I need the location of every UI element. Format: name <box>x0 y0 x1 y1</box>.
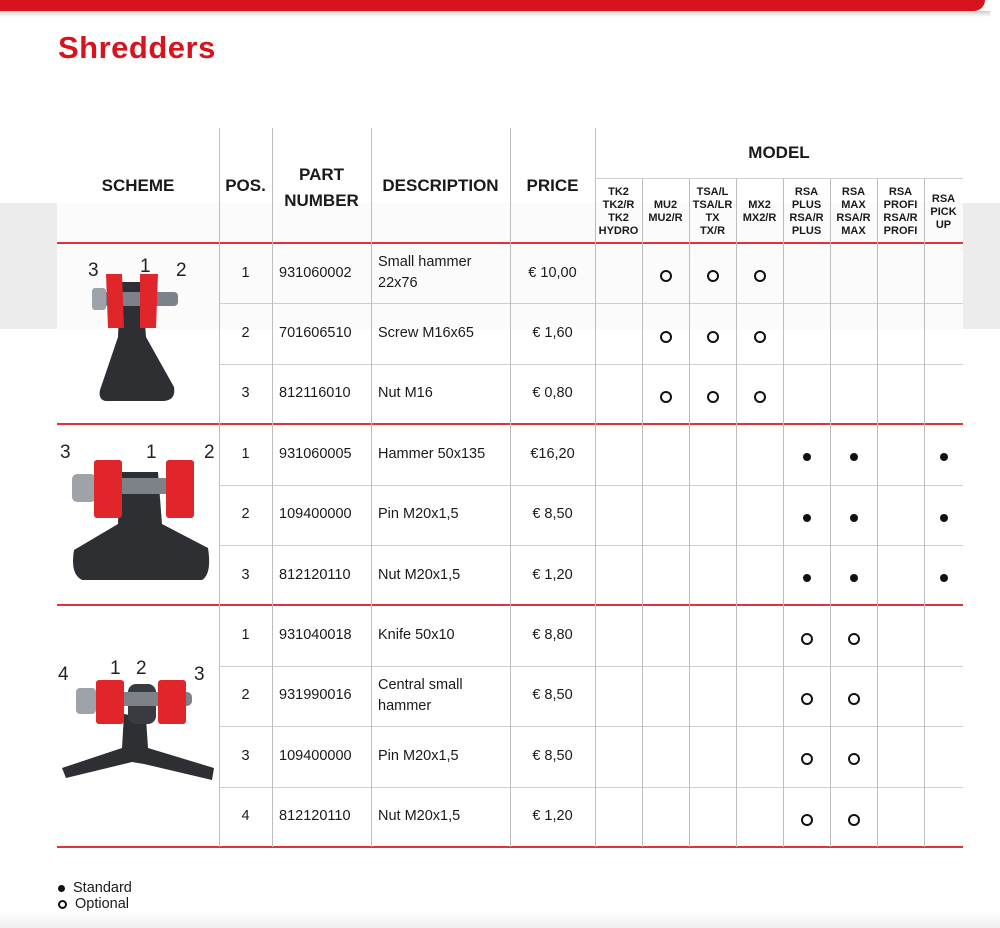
optional-mark-icon <box>844 629 864 649</box>
optional-circle <box>848 633 860 645</box>
spacer-right-shape <box>140 274 158 328</box>
standard-dot <box>850 514 858 522</box>
model-column-divider <box>736 178 737 847</box>
model-column-divider <box>689 178 690 847</box>
nut-shape <box>76 688 96 714</box>
header-price: PRICE <box>526 175 579 195</box>
description-cell: Nut M20x1,5 <box>378 566 461 583</box>
description-cell: Pin M20x1,5 <box>378 506 459 523</box>
description-cell: Pin M20x1,5 <box>378 747 459 764</box>
part-number-cell: 109400000 <box>279 747 352 764</box>
model-column-divider <box>877 178 878 847</box>
part-number-cell: 931990016 <box>279 687 352 704</box>
model-column-divider <box>924 178 925 847</box>
optional-mark-icon <box>797 749 817 769</box>
model-column-divider <box>642 178 643 847</box>
optional-circle <box>848 693 860 705</box>
callout-4: 4 <box>58 664 69 685</box>
optional-mark-icon <box>750 327 770 347</box>
column-divider <box>595 128 596 847</box>
model-header-mu2: MU2 MU2/R <box>648 199 683 224</box>
standard-dot <box>940 574 948 582</box>
callout-3: 3 <box>60 442 71 463</box>
price-cell: € 1,20 <box>532 808 573 825</box>
model-header-rsa-max: RSA MAX RSA/R MAX <box>836 186 871 237</box>
optional-circle <box>707 270 719 282</box>
nut-shape <box>92 288 106 310</box>
optional-mark-icon <box>656 387 676 407</box>
price-cell: € 8,50 <box>532 506 573 523</box>
optional-circle <box>848 753 860 765</box>
standard-dot <box>803 514 811 522</box>
price-cell: € 1,60 <box>532 325 573 342</box>
nut-shape <box>72 474 96 502</box>
callout-1: 1 <box>146 442 157 463</box>
legend-standard <box>58 880 132 896</box>
optional-circle <box>801 814 813 826</box>
callout-1: 1 <box>110 658 121 679</box>
description-cell: Nut M20x1,5 <box>378 808 461 825</box>
optional-circle <box>707 331 719 343</box>
optional-mark-icon <box>703 266 723 286</box>
optional-mark-icon <box>656 327 676 347</box>
description-cell: Screw M16x65 <box>378 325 474 342</box>
price-cell: € 10,00 <box>528 264 577 281</box>
optional-mark-icon <box>844 810 864 830</box>
optional-circle <box>754 270 766 282</box>
standard-mark-icon <box>797 568 817 588</box>
standard-dot-icon <box>58 885 65 892</box>
model-header-rsa-pickup: RSA PICK UP <box>930 192 957 231</box>
standard-dot <box>940 453 948 461</box>
optional-circle-icon <box>58 900 67 909</box>
optional-circle <box>801 633 813 645</box>
standard-dot <box>803 574 811 582</box>
model-header-mx2: MX2 MX2/R <box>742 199 777 224</box>
optional-mark-icon <box>797 810 817 830</box>
page-title: Shredders <box>58 30 216 65</box>
description-cell: Small hammer 22x76 <box>378 254 472 292</box>
bottom-fade <box>0 912 1000 928</box>
pos-cell: 1 <box>241 627 250 644</box>
price-cell: € 8,50 <box>532 747 573 764</box>
description-cell: Nut M16 <box>378 385 433 402</box>
header-description: DESCRIPTION <box>382 175 499 195</box>
model-divider <box>595 178 963 179</box>
standard-dot <box>940 514 948 522</box>
pos-cell: 3 <box>241 747 250 764</box>
part-number-cell: 931060005 <box>279 445 352 462</box>
callout-2: 2 <box>136 658 147 679</box>
standard-dot <box>850 453 858 461</box>
standard-mark-icon <box>934 447 954 467</box>
standard-mark-icon <box>797 508 817 528</box>
part-number-cell: 812120110 <box>279 808 351 825</box>
price-cell: € 8,80 <box>532 627 573 644</box>
optional-circle <box>707 391 719 403</box>
part-number-cell: 812120110 <box>279 566 351 583</box>
description-cell: Central small hammer <box>378 676 463 714</box>
optional-circle <box>660 391 672 403</box>
pos-cell: 3 <box>241 385 250 402</box>
spacer-right-shape <box>166 460 194 518</box>
optional-mark-icon <box>750 266 770 286</box>
callout-3: 3 <box>88 260 99 281</box>
model-column-divider <box>830 178 831 847</box>
callout-2: 2 <box>176 260 187 281</box>
optional-mark-icon <box>750 387 770 407</box>
part-number-cell: 931040018 <box>279 627 352 644</box>
scheme-small-hammer <box>62 252 212 407</box>
pos-cell: 1 <box>241 264 250 281</box>
price-cell: €16,20 <box>530 445 575 462</box>
part-number-cell: 931060002 <box>279 264 352 281</box>
description-cell: Knife 50x10 <box>378 627 455 644</box>
callout-3: 3 <box>194 664 205 685</box>
pos-cell: 3 <box>241 566 250 583</box>
optional-mark-icon <box>656 266 676 286</box>
part-number-cell: 109400000 <box>279 506 352 523</box>
spacer-left-shape <box>96 680 124 724</box>
description-cell: Hammer 50x135 <box>378 445 486 462</box>
optional-circle <box>660 331 672 343</box>
callout-1: 1 <box>140 256 151 277</box>
optional-circle <box>801 693 813 705</box>
model-header-rsa-profi: RSA PROFI RSA/R PROFI <box>883 186 918 237</box>
standard-mark-icon <box>934 508 954 528</box>
scheme-hammer <box>58 438 216 588</box>
spacer-left-shape <box>106 274 124 328</box>
optional-mark-icon <box>797 689 817 709</box>
model-column-divider <box>783 178 784 847</box>
standard-mark-icon <box>934 568 954 588</box>
optional-mark-icon <box>797 629 817 649</box>
pos-cell: 2 <box>241 325 250 342</box>
pos-cell: 1 <box>241 445 250 462</box>
standard-mark-icon <box>844 447 864 467</box>
standard-mark-icon <box>797 447 817 467</box>
header-scheme: SCHEME <box>101 175 175 195</box>
header-part-number: PART NUMBER <box>284 164 359 210</box>
spacer-left-shape <box>94 460 122 518</box>
price-cell: € 1,20 <box>532 566 573 583</box>
top-bar-shadow <box>0 11 990 17</box>
standard-dot <box>803 453 811 461</box>
top-accent-bar <box>0 0 985 11</box>
model-header-tk2: TK2 TK2/R TK2 HYDRO <box>598 186 639 237</box>
optional-circle <box>754 331 766 343</box>
optional-circle <box>848 814 860 826</box>
price-cell: € 8,50 <box>532 687 573 704</box>
pos-cell: 2 <box>241 506 250 523</box>
standard-mark-icon <box>844 508 864 528</box>
callout-2: 2 <box>204 442 215 463</box>
standard-mark-icon <box>844 568 864 588</box>
optional-mark-icon <box>844 689 864 709</box>
optional-circle <box>660 270 672 282</box>
part-number-cell: 701606510 <box>279 325 352 342</box>
optional-mark-icon <box>844 749 864 769</box>
part-number-cell: 812116010 <box>279 385 351 402</box>
optional-mark-icon <box>703 387 723 407</box>
legend-standard-label: Standard <box>73 880 132 896</box>
pos-cell: 4 <box>241 808 250 825</box>
scheme-knife <box>58 658 218 788</box>
header-pos: POS. <box>225 175 266 195</box>
spacer-right-shape <box>158 680 186 724</box>
legend-optional <box>58 896 129 912</box>
price-cell: € 0,80 <box>532 385 573 402</box>
optional-circle <box>754 391 766 403</box>
header-model: MODEL <box>748 143 810 162</box>
model-header-tsa: TSA/L TSA/LR TX TX/R <box>692 186 733 237</box>
optional-circle <box>801 753 813 765</box>
standard-dot <box>850 574 858 582</box>
legend-optional-label: Optional <box>75 896 130 912</box>
model-header-rsa-plus: RSA PLUS RSA/R PLUS <box>789 186 824 237</box>
optional-mark-icon <box>703 327 723 347</box>
pos-cell: 2 <box>241 687 250 704</box>
